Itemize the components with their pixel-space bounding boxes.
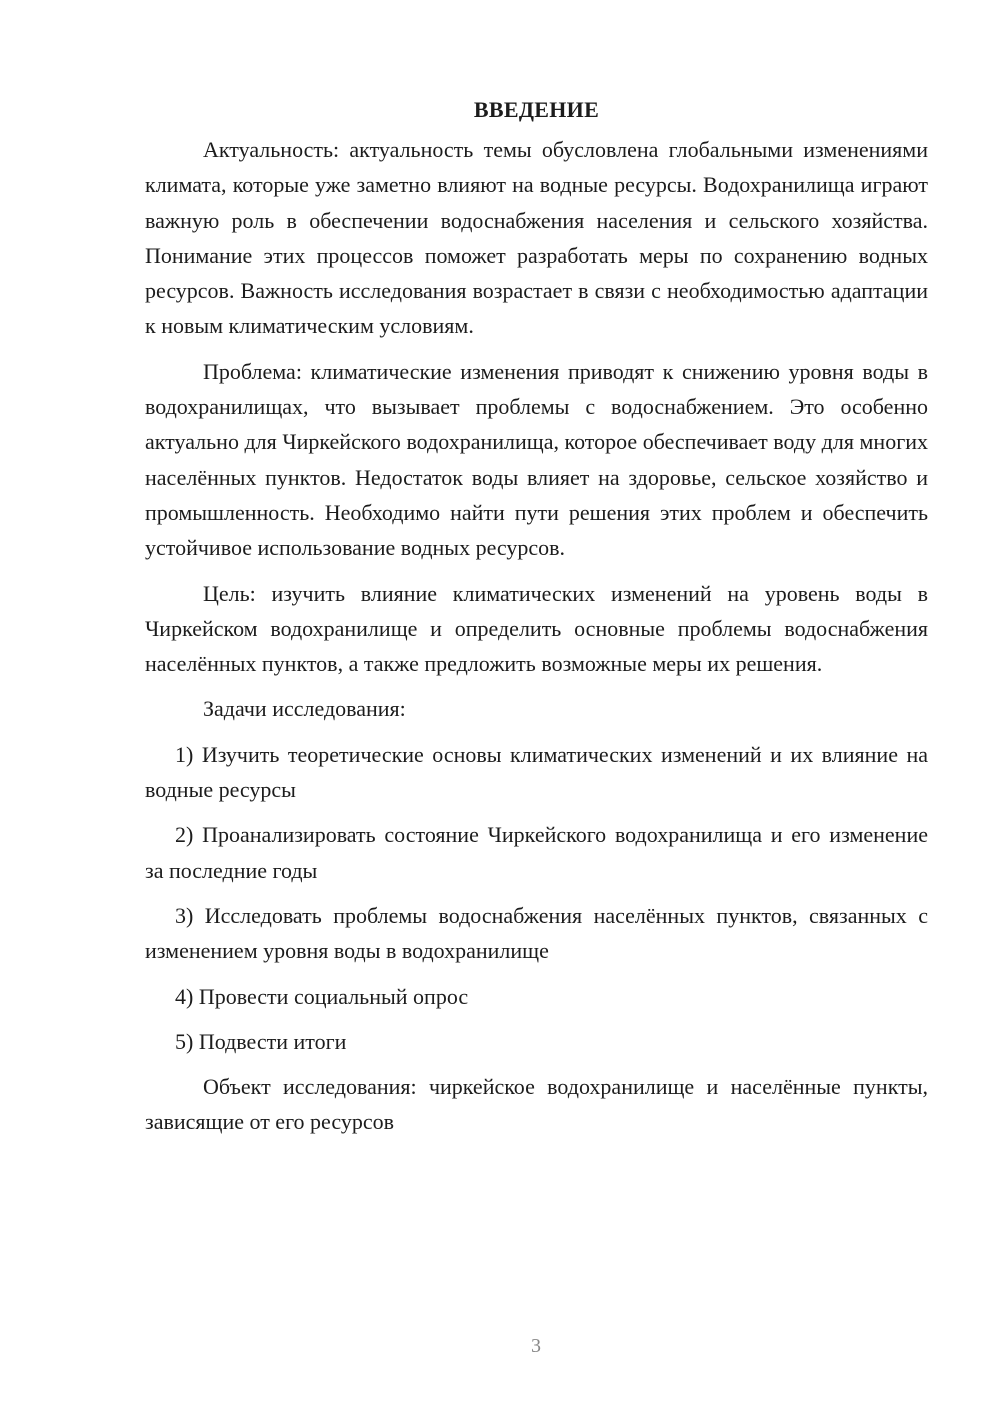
relevance-paragraph: Актуальность: актуальность темы обусловлена глобальными изменениями климата, которые уже заметно влияют на водные ресурсы. Водохранилища играют важную роль в обеспечении водоснабжения населения и сельского хозяйства. Понимание этих процессов поможет разработать меры по сохранению водных ресурсов. Важность исследования возрастает в связи с необходимостью адаптации к новым климатическим условиям.: [145, 137, 928, 339]
page-content: [145, 92, 928, 1150]
task-item-4: 4) Провести социальный опрос: [175, 983, 469, 1009]
object-paragraph: Объект исследования: чиркейское водохранилище и населённые пункты, зависящие от его ресурсов: [145, 1074, 928, 1135]
page-number: 3: [531, 1335, 541, 1357]
task-item-5: 5) Подвести итоги: [175, 1028, 347, 1054]
task-item-2: 2) Проанализировать состояние Чиркейского водохранилища и его изменение за последние годы: [145, 822, 928, 883]
task-item-3: 3) Исследовать проблемы водоснабжения населённых пунктов, связанных с изменением уровня воды в водохранилище: [145, 902, 928, 964]
problem-paragraph: Проблема: климатические изменения приводят к снижению уровня воды в водохранилищах, что вызывает проблемы с водоснабжением. Это особенно актуально для Чиркейского водохранилища, которое обеспечивает воду для многих населённых пунктов. Недостаток воды влияет на здоровье, сельское хозяйство и промышленность. Необходимо найти пути решения этих проблем и обеспечить устойчивое использование водных ресурсов.: [145, 358, 928, 561]
task-item-1: 1) Изучить теоретические основы климатических изменений и их влияние на водные ресурсы: [145, 741, 928, 803]
goal-paragraph: Цель: изучить влияние климатических изменений на уровень воды в Чиркейском водохранилище и определить основные проблемы водоснабжения населённых пунктов, а также предложить возможные меры их решения.: [145, 580, 928, 677]
section-title: ВВЕДЕНИЕ: [473, 97, 600, 122]
tasks-heading: Задачи исследования:: [203, 696, 406, 722]
